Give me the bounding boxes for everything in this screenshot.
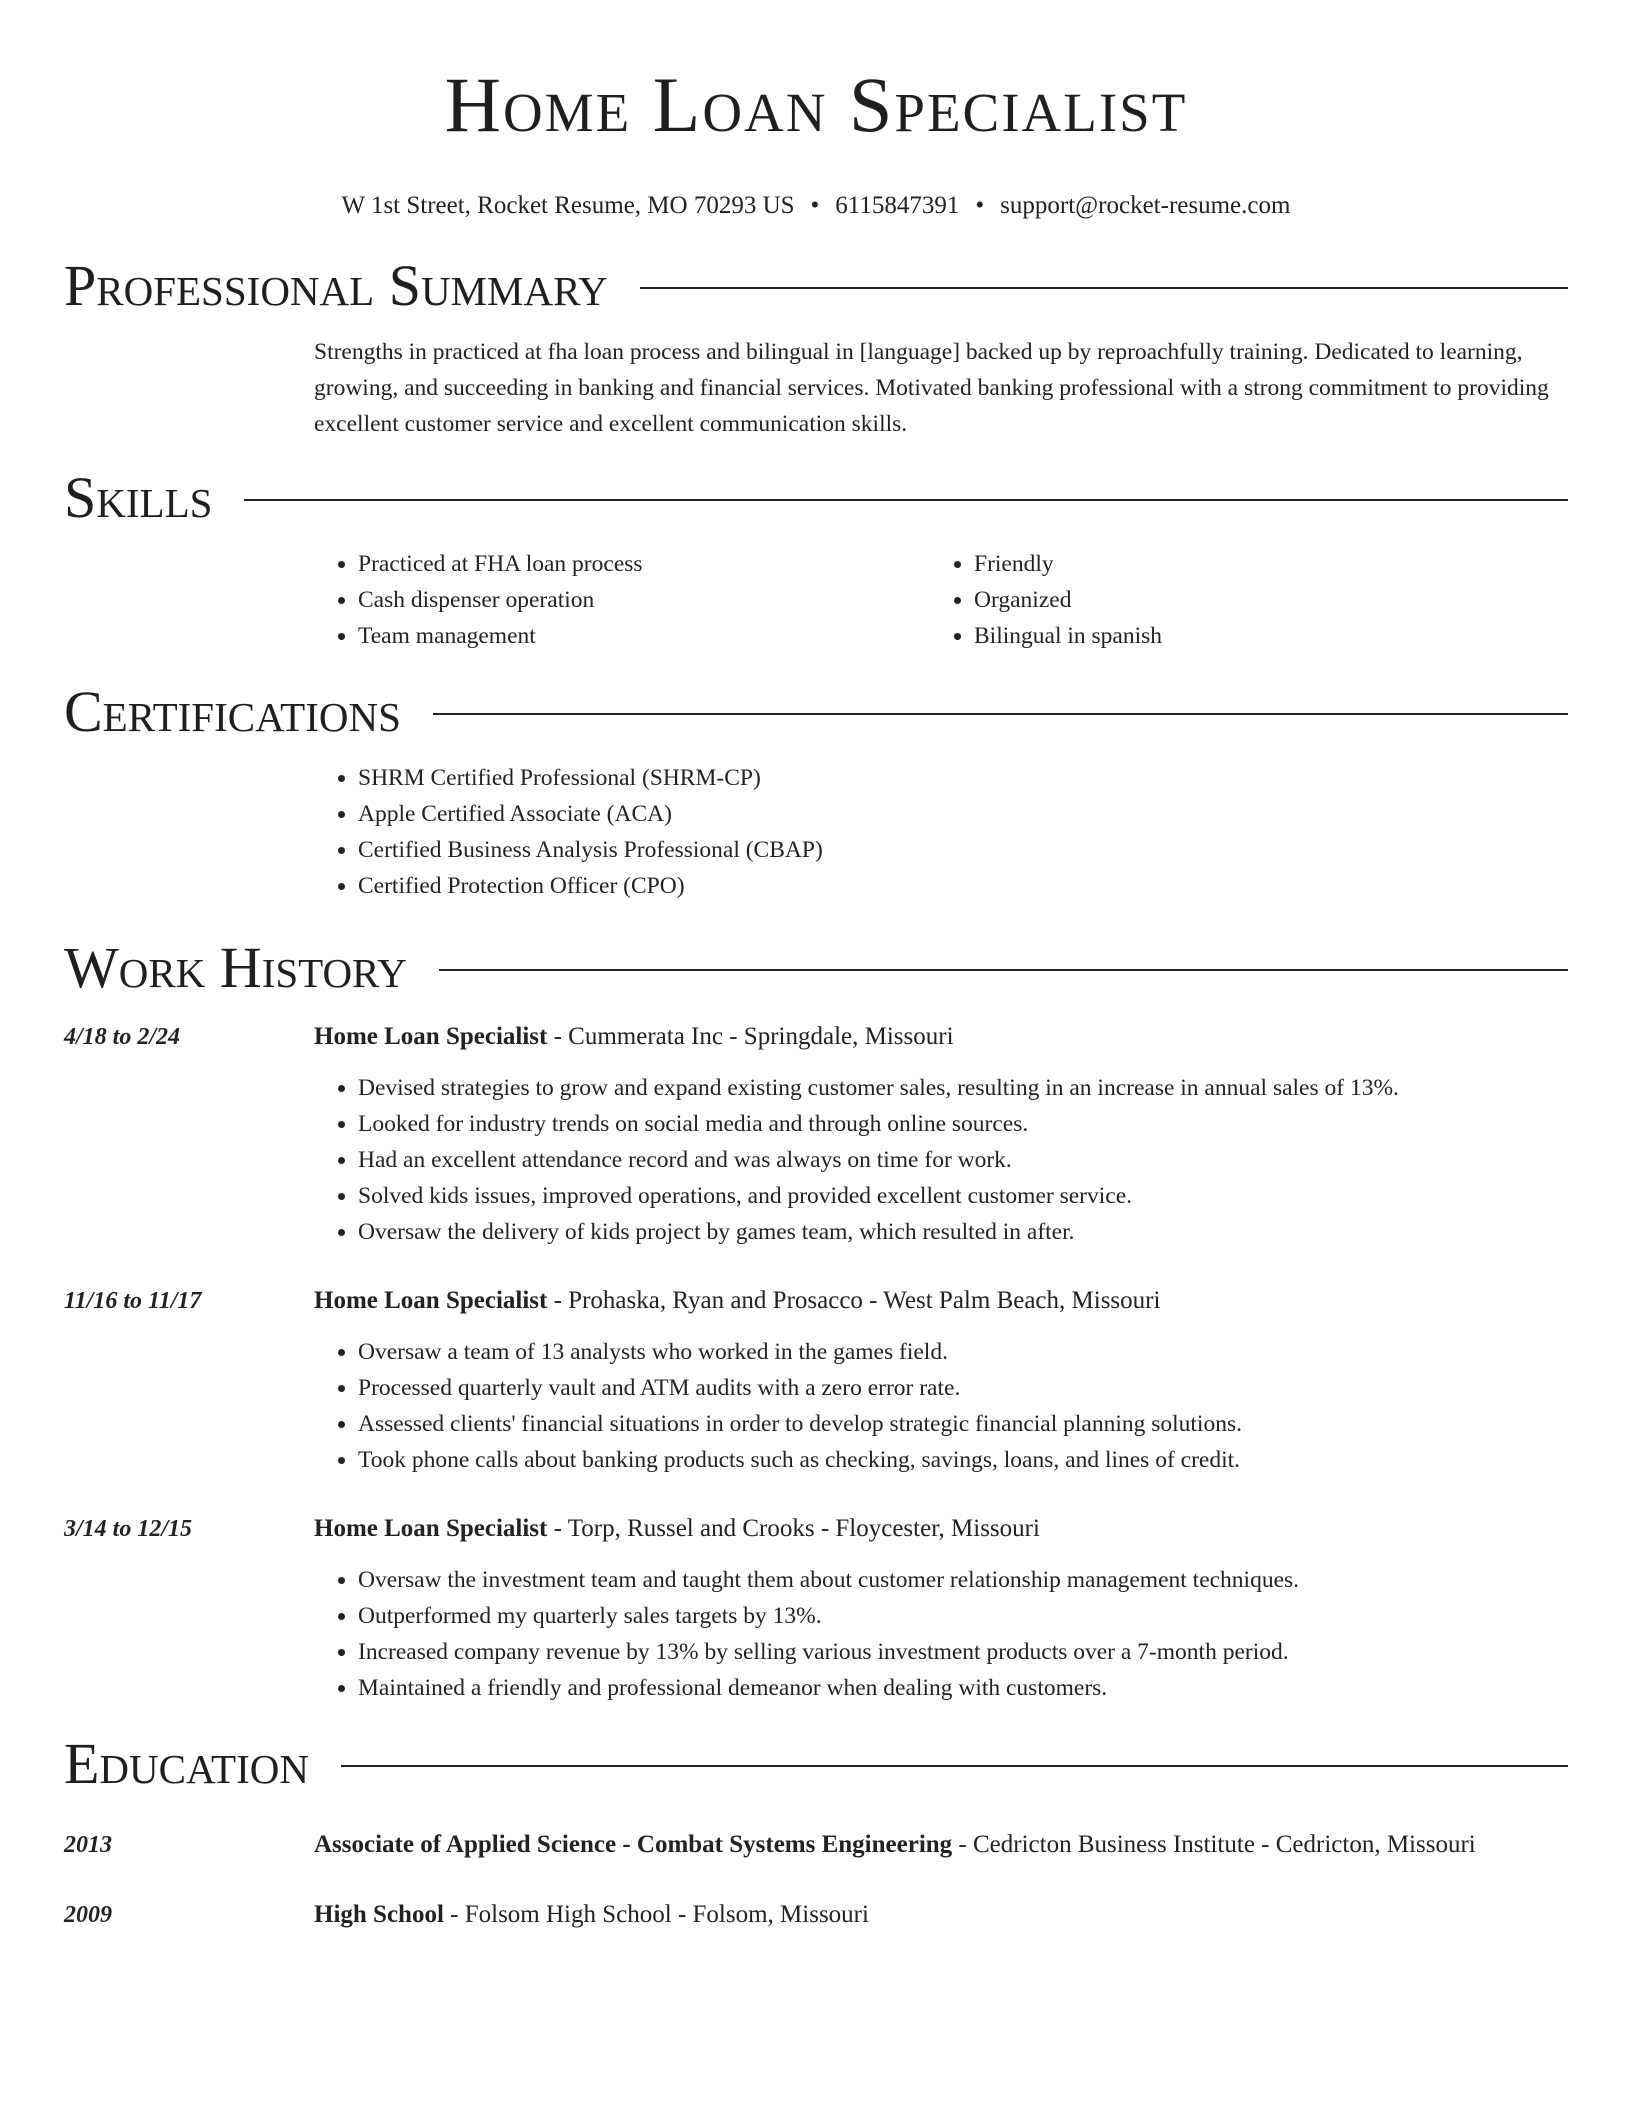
job-heading [314,1284,1568,1318]
job-dates: 4/18 to 2/24 [64,1024,181,1050]
job-bullet: • Solved kids issues, improved operations, and provided excellent customer service. [358,1178,1568,1214]
summary-section [64,252,1568,442]
skill-item: • Cash dispenser operation [358,582,930,618]
section-title-summary: Professional Summary [64,253,608,318]
section-divider [439,969,1568,971]
education-year: 2013 [64,1832,112,1858]
education-list [64,1828,1568,1932]
job-dates: 11/16 to 11/17 [64,1288,202,1314]
certification-item: • SHRM Certified Professional (SHRM-CP) [358,760,1568,796]
section-divider [244,499,1568,501]
section-title-education: Education [64,1731,309,1796]
section-divider [341,1765,1568,1767]
job-bullet: • Outperformed my quarterly sales targets by 13%. [358,1598,1568,1634]
education-section [64,1730,1568,1932]
contact-line [64,190,1568,222]
job-bullets [314,1334,1568,1478]
job-bullet: • Oversaw the delivery of kids project by games team, which resulted in after. [358,1214,1568,1250]
job-body [314,1284,1568,1478]
skills-header [64,464,1568,532]
job-body [314,1020,1568,1250]
education-year: 2009 [64,1902,112,1928]
skill-item: • Practiced at FHA loan process [358,546,930,582]
contact-email: support@rocket-resume.com [1000,192,1291,219]
education-entry [64,1898,1568,1932]
job-bullet: • Increased company revenue by 13% by selling various investment products over a 7-month period. [358,1634,1568,1670]
job-bullet: • Processed quarterly vault and ATM audits with a zero error rate. [358,1370,1568,1406]
skills-grid [314,546,1568,654]
education-text [314,1828,1476,1862]
contact-address: W 1st Street, Rocket Resume, MO 70293 US [341,192,795,219]
job-list [64,1020,1568,1706]
section-title-certifications: Certifications [64,679,401,744]
education-details: - Cedricton Business Institute - Cedricton, Missouri [952,1831,1476,1858]
summary-header [64,252,1568,320]
certification-item: • Apple Certified Associate (ACA) [358,796,1568,832]
job-entry [64,1284,1568,1478]
education-header [64,1730,1568,1798]
skill-item: • Team management [358,618,930,654]
certifications-header [64,678,1568,746]
skills-list-right [930,546,1546,654]
job-role: Home Loan Specialist [314,1287,548,1314]
summary-text: Strengths in practiced at fha loan process and bilingual in [language] backed up by reproachfully training. Dedicated to learning, growing, and succeeding in banking and financial services. Motivated banking professional with a strong commitment to providing excellent customer service and excellent communication skills. [314,339,1549,437]
job-heading [314,1020,1568,1054]
job-body [314,1512,1568,1706]
certifications-block [314,760,1568,904]
skill-item: • Bilingual in spanish [974,618,1546,654]
certification-item: • Certified Business Analysis Professional (CBAP) [358,832,1568,868]
job-details: - Torp, Russel and Crooks - Floycester, Missouri [547,1515,1040,1542]
job-dates: 3/14 to 12/15 [64,1516,193,1542]
skills-column-left [314,546,930,654]
job-bullet: • Maintained a friendly and professional demeanor when dealing with customers. [358,1670,1568,1706]
work-history-section [64,934,1568,1706]
job-bullet: • Assessed clients' financial situations in order to develop strategic financial planning solutions. [358,1406,1568,1442]
contact-separator: • [810,192,820,219]
education-degree: Associate of Applied Science - Combat Systems Engineering [314,1831,953,1858]
job-role: Home Loan Specialist [314,1023,548,1050]
certifications-section [64,678,1568,904]
job-details: - Cummerata Inc - Springdale, Missouri [547,1023,954,1050]
resume-name: Home Loan Specialist [444,61,1188,148]
job-entry [64,1020,1568,1250]
job-bullet: • Oversaw the investment team and taught them about customer relationship management techniques. [358,1562,1568,1598]
section-title-skills: Skills [64,465,213,530]
work-history-header [64,934,1568,1002]
job-heading [314,1512,1568,1546]
contact-separator: • [975,192,985,219]
skills-list-left [314,546,930,654]
education-text [314,1898,869,1932]
certifications-list [314,760,1568,904]
education-degree: High School [314,1901,444,1928]
skills-section [64,464,1568,654]
job-details: - Prohaska, Ryan and Prosacco - West Palm Beach, Missouri [547,1287,1161,1314]
skills-column-right [930,546,1546,654]
job-bullet: • Looked for industry trends on social media and through online sources. [358,1106,1568,1142]
certification-item: • Certified Protection Officer (CPO) [358,868,1568,904]
section-divider [640,287,1568,289]
contact-phone: 6115847391 [835,192,960,219]
job-entry [64,1512,1568,1706]
education-details: - Folsom High School - Folsom, Missouri [443,1901,869,1928]
job-bullets [314,1070,1568,1250]
section-divider [433,713,1568,715]
skill-item: • Friendly [974,546,1546,582]
job-bullet: • Oversaw a team of 13 analysts who worked in the games field. [358,1334,1568,1370]
education-entry [64,1828,1568,1862]
job-bullet: • Had an excellent attendance record and was always on time for work. [358,1142,1568,1178]
job-bullet: • Took phone calls about banking products such as checking, savings, loans, and lines of credit. [358,1442,1568,1478]
job-bullets [314,1562,1568,1706]
section-title-work-history: Work History [64,935,407,1000]
job-role: Home Loan Specialist [314,1515,548,1542]
skill-item: • Organized [974,582,1546,618]
job-bullet: • Devised strategies to grow and expand existing customer sales, resulting in an increase in annual sales of 13%. [358,1070,1568,1106]
